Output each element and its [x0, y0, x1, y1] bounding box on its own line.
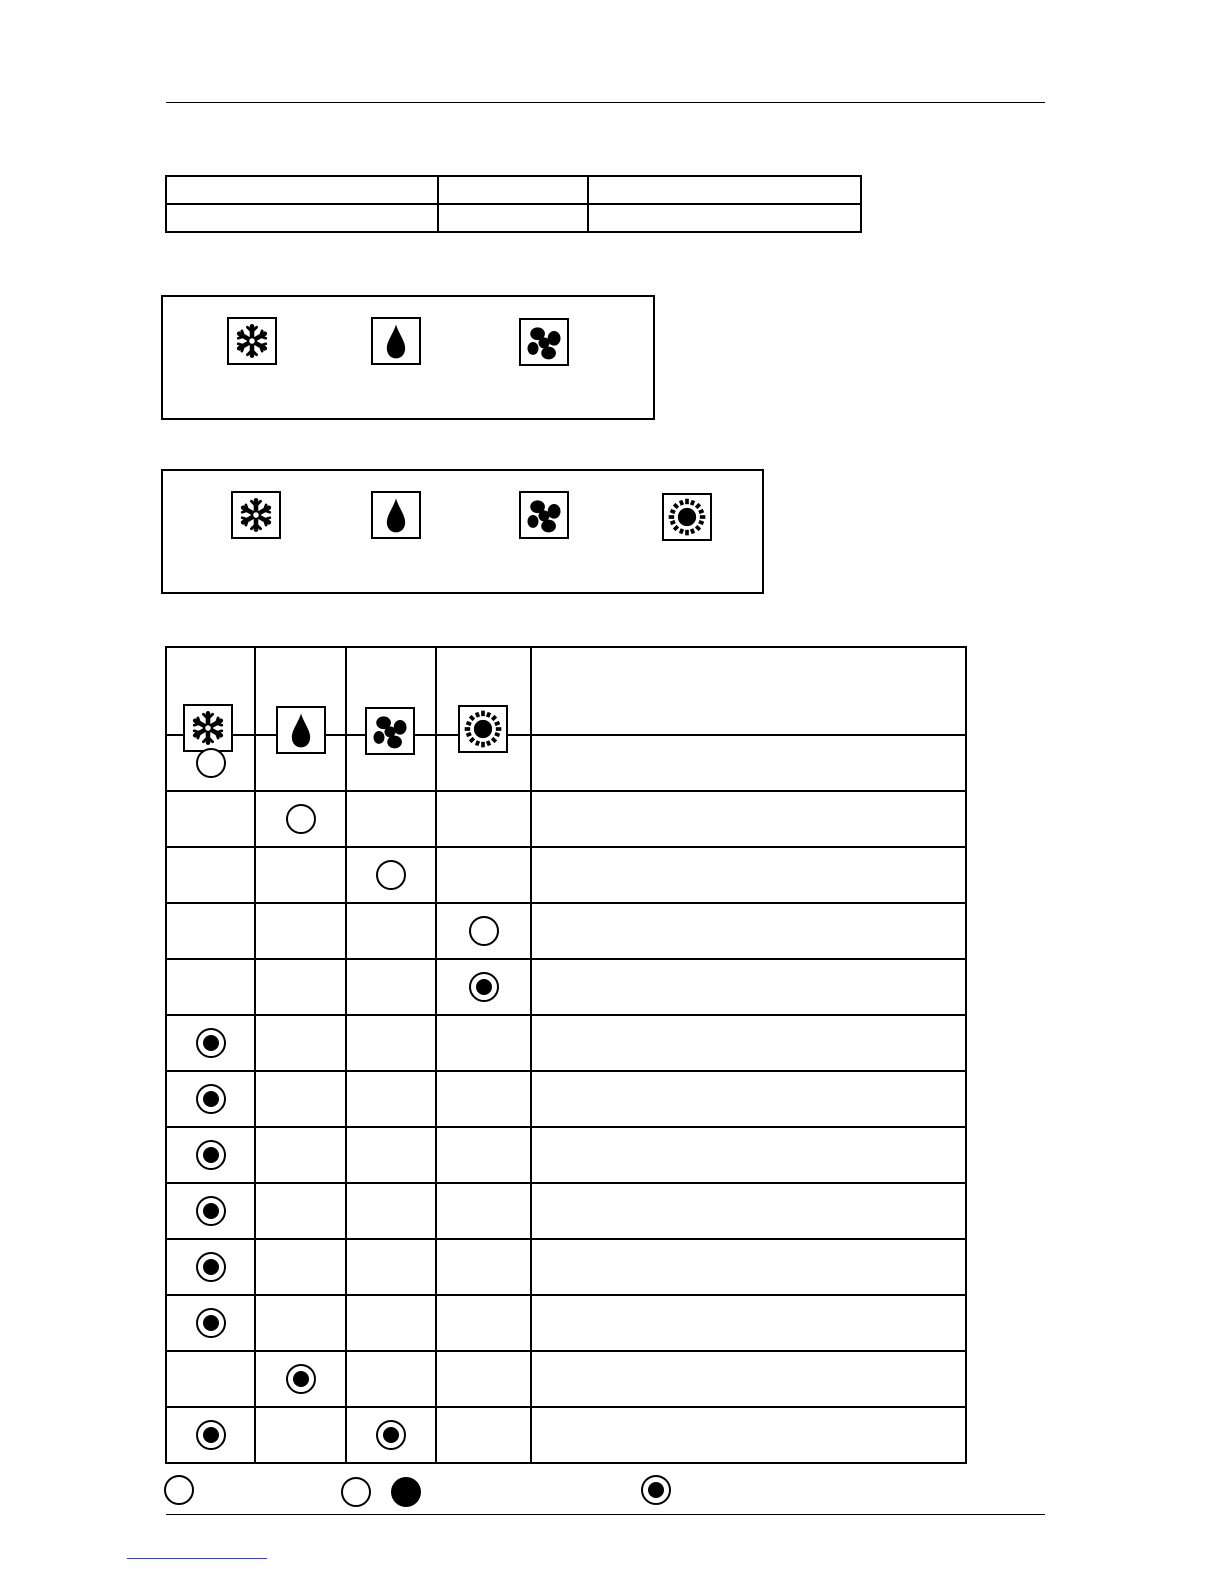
- cool-indicator-on: [196, 1084, 226, 1114]
- indicator-description-cell: [531, 1127, 966, 1183]
- indicator-description-cell: [531, 1407, 966, 1463]
- legend-indicator-off: [164, 1475, 194, 1505]
- control-panel-4-modes: [161, 469, 764, 594]
- footer-link-underline: [127, 1558, 267, 1559]
- fan-indicator-off: [376, 860, 406, 890]
- indicator-description-cell: [531, 847, 966, 903]
- legend-indicator-on: [641, 1475, 671, 1505]
- indicator-table-row: [166, 791, 966, 847]
- snowflake-icon: [227, 317, 277, 365]
- heat-indicator-off: [469, 916, 499, 946]
- indicator-table-row: [166, 1295, 966, 1351]
- spec-table-row: [166, 204, 861, 232]
- indicator-description-cell: [531, 1183, 966, 1239]
- indicator-description-cell: [531, 1351, 966, 1407]
- heat-indicator-on: [469, 972, 499, 1002]
- indicator-table-row: [166, 1071, 966, 1127]
- legend-indicator-blink-off: [341, 1477, 371, 1507]
- legend-indicator-blink-on: [391, 1477, 421, 1507]
- indicator-description-cell: [531, 791, 966, 847]
- sun-icon: [662, 493, 712, 541]
- dry-indicator-off: [286, 804, 316, 834]
- indicator-description-cell: [531, 1239, 966, 1295]
- cool-indicator-on: [196, 1308, 226, 1338]
- cool-indicator-off: [196, 748, 226, 778]
- indicator-description-cell: [531, 903, 966, 959]
- indicator-table-row: [166, 847, 966, 903]
- indicator-table-row: [166, 1407, 966, 1463]
- indicator-table-row: [166, 1351, 966, 1407]
- water-drop-icon: [371, 317, 421, 365]
- control-panel-3-modes: [161, 295, 655, 420]
- water-drop-icon: [276, 706, 326, 754]
- indicator-table-row: [166, 1127, 966, 1183]
- cool-indicator-on: [196, 1252, 226, 1282]
- spec-table: [165, 175, 862, 233]
- snowflake-icon: [183, 704, 233, 752]
- cool-indicator-on: [196, 1028, 226, 1058]
- indicator-description-cell: [531, 735, 966, 791]
- sun-icon: [458, 705, 508, 753]
- indicator-description-cell: [531, 1295, 966, 1351]
- footer-rule: [166, 1514, 1045, 1515]
- spec-table-row: [166, 176, 861, 204]
- cool-indicator-on: [196, 1140, 226, 1170]
- fan-icon: [519, 318, 569, 366]
- fan-icon: [365, 707, 415, 755]
- indicator-description-cell: [531, 1015, 966, 1071]
- water-drop-icon: [371, 491, 421, 539]
- indicator-table-row: [166, 903, 966, 959]
- fan-icon: [519, 491, 569, 539]
- fan-indicator-on: [376, 1420, 406, 1450]
- indicator-table-row: [166, 1015, 966, 1071]
- dry-indicator-on: [286, 1364, 316, 1394]
- cool-indicator-on: [196, 1196, 226, 1226]
- indicator-table-row: [166, 1239, 966, 1295]
- snowflake-icon: [231, 491, 281, 539]
- header-rule: [166, 102, 1045, 103]
- indicator-description-cell: [531, 959, 966, 1015]
- indicator-description-cell: [531, 1071, 966, 1127]
- indicator-table-header: [166, 647, 966, 735]
- indicator-table-row: [166, 959, 966, 1015]
- indicator-table: [165, 646, 967, 1464]
- indicator-table-row: [166, 1183, 966, 1239]
- cool-indicator-on: [196, 1420, 226, 1450]
